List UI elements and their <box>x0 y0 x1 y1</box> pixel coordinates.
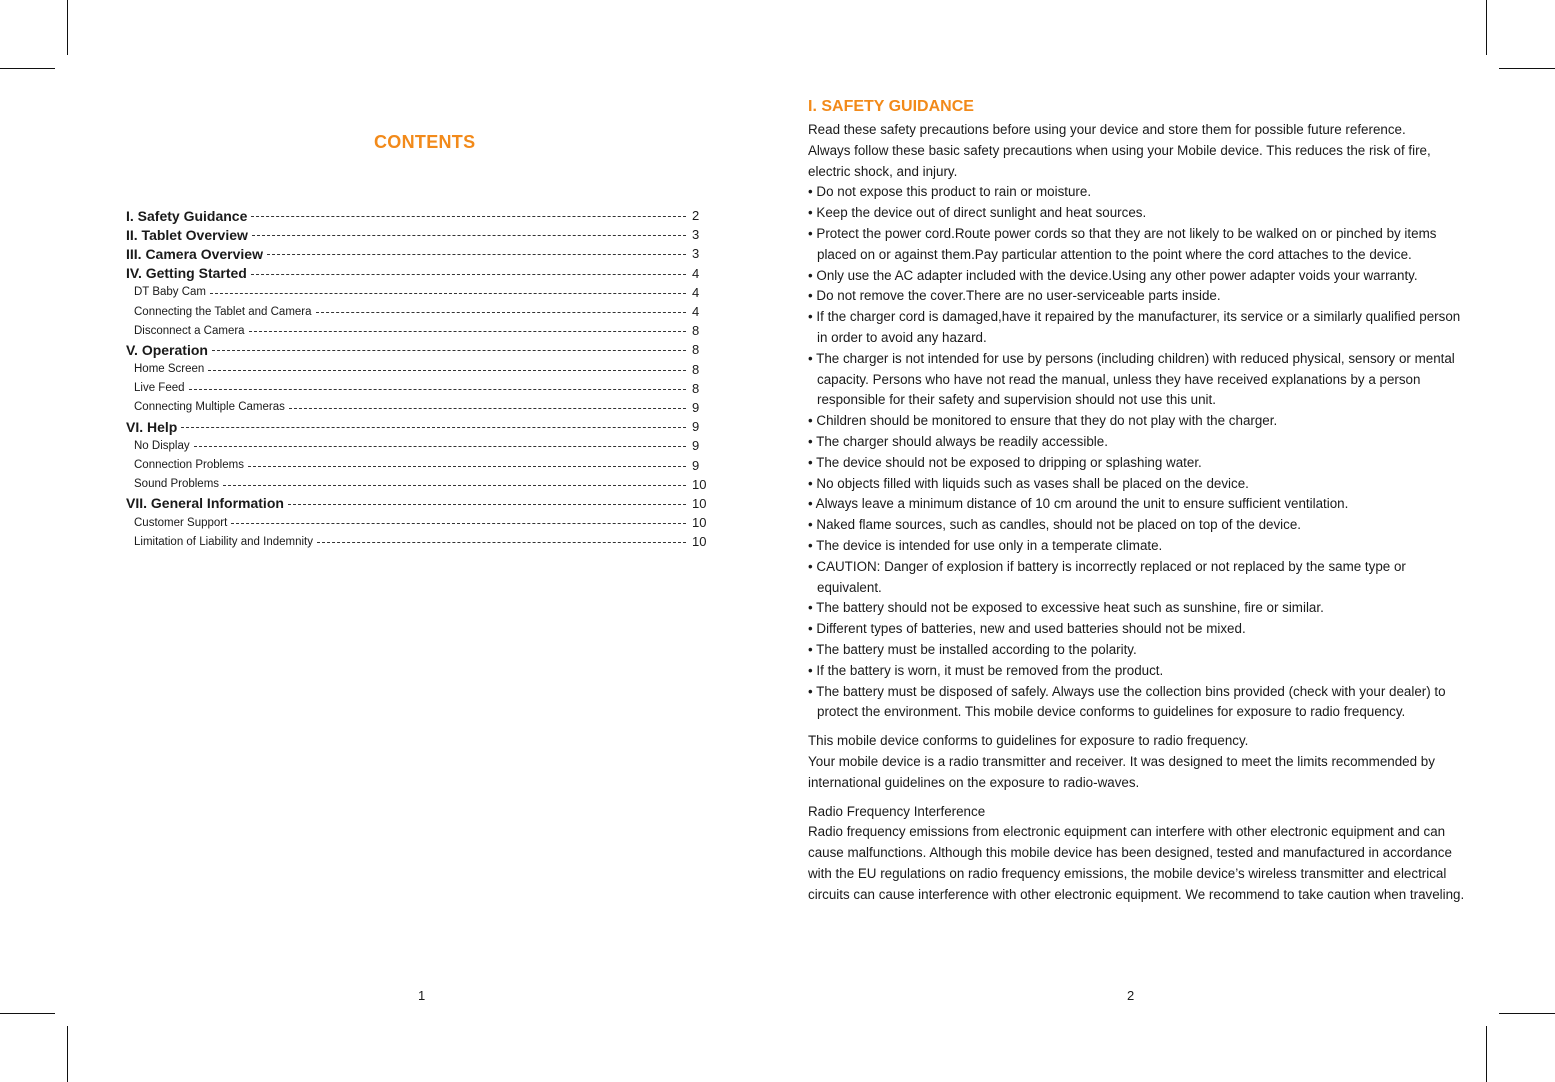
toc-entry-page: 2 <box>692 208 700 224</box>
section-title: I. SAFETY GUIDANCE <box>808 98 974 115</box>
toc-leader-dots <box>248 466 686 467</box>
toc-entry-page: 8 <box>692 380 700 396</box>
toc-leader-dots <box>231 523 686 524</box>
toc-entry <box>126 417 712 436</box>
toc-entry-label: Connecting the Tablet and Camera <box>134 305 312 318</box>
toc-leader-dots <box>251 216 686 217</box>
toc-entry <box>126 398 712 417</box>
toc-leader-dots <box>267 254 686 255</box>
rf-exposure-text: Your mobile device is a radio transmitter and receiver. It was designed to meet the limits recommended by international guidelines on the exposure to radio-waves. <box>808 753 1435 790</box>
toc-entry-label: Connection Problems <box>134 459 244 472</box>
safety-bullet: • The battery must be disposed of safely. Always use the collection bins provided (check with your dealer) to protect the environment. This mobile device conforms to guidelines for exposure to radio frequency. <box>808 683 1446 720</box>
toc-entry-page: 4 <box>692 304 700 320</box>
toc-entry <box>126 225 712 244</box>
page-number: 2 <box>1127 988 1135 1003</box>
toc-entry-page: 10 <box>692 495 707 511</box>
page-number: 1 <box>418 988 426 1003</box>
toc-entry <box>126 532 712 551</box>
toc-entry-label: No Display <box>134 439 190 452</box>
rf-exposure-block <box>808 731 1468 793</box>
toc-entry <box>126 494 712 513</box>
toc-leader-dots <box>288 504 686 505</box>
safety-bullet: • The device is intended for use only in a temperate climate. <box>808 537 1163 553</box>
toc-entry-label: Home Screen <box>134 363 205 376</box>
toc-entry <box>126 475 712 494</box>
intro-paragraph: Read these safety precautions before using your device and store them for possible future reference. <box>808 122 1406 137</box>
toc-entry-page: 4 <box>692 284 700 300</box>
safety-bullet: • The battery must be installed according to the polarity. <box>808 641 1137 657</box>
safety-bullet: • Children should be monitored to ensure that they do not play with the charger. <box>808 413 1278 429</box>
toc-entry <box>126 283 712 302</box>
toc-entry-page: 9 <box>692 399 700 415</box>
contents-title: CONTENTS <box>374 132 476 152</box>
toc-entry <box>126 436 712 455</box>
rf-interference-block <box>808 802 1468 906</box>
toc-entry-label: Connecting Multiple Cameras <box>134 401 285 414</box>
rf-interference-text: Radio frequency emissions from electronic equipment can interfere with other electronic equipment and can cause malfunctions. Although this mobile device has been designed, tested and manufactured in accordance with the EU regulations on radio frequency emissions, the mobile device’s wireless transmitter and electrical circuits can cause interference with other electronic equipment. We recommend to take caution when traveling. <box>808 824 1465 902</box>
safety-bullet: • Naked flame sources, such as candles, should not be placed on top of the device. <box>808 517 1302 533</box>
toc-entry-page: 4 <box>692 265 700 281</box>
toc-entry-label: DT Baby Cam <box>134 286 207 299</box>
toc-leader-dots <box>210 293 686 294</box>
toc-leader-dots <box>223 485 686 486</box>
toc-entry-label: Sound Problems <box>134 478 220 491</box>
toc-leader-dots <box>317 542 686 543</box>
safety-bullet: • CAUTION: Danger of explosion if battery is incorrectly replaced or not replaced by the same type or equivalent. <box>808 558 1406 595</box>
safety-bullet: • Protect the power cord.Route power cords so that they are not likely to be walked on or pinched by items placed on or against them.Pay particular attention to the point where the cord attaches to the device. <box>808 225 1437 262</box>
toc-leader-dots <box>249 331 686 332</box>
rf-interference-heading: Radio Frequency Interference <box>808 803 986 819</box>
toc-leader-dots <box>181 427 686 428</box>
toc-entry-page: 10 <box>692 515 707 531</box>
safety-bullet: • Only use the AC adapter included with the device.Using any other power adapter voids your warranty. <box>808 267 1418 283</box>
toc-entry-label: Limitation of Liability and Indemnity <box>134 535 313 548</box>
safety-section <box>808 96 1468 905</box>
intro-paragraph: Always follow these basic safety precautions when using your Mobile device. This reduces the risk of fire, electric shock, and injury. <box>808 142 1431 179</box>
toc-entry-page: 10 <box>692 476 707 492</box>
safety-bullet: • No objects filled with liquids such as vases shall be placed on the device. <box>808 475 1249 491</box>
toc-entry <box>126 302 712 321</box>
safety-bullet: • The device should not be exposed to dripping or splashing water. <box>808 454 1202 470</box>
toc-entry <box>126 244 712 263</box>
safety-bullet: • Different types of batteries, new and used batteries should not be mixed. <box>808 621 1246 637</box>
toc-entry-label: VI. Help <box>126 418 178 435</box>
safety-bullet: • If the charger cord is damaged,have it repaired by the manufacturer, its service or a similarly qualified person in order to avoid any hazard. <box>808 309 1461 345</box>
toc-entry-page: 9 <box>692 438 700 454</box>
safety-bullet: • The battery should not be exposed to excessive heat such as sunshine, fire or similar. <box>808 600 1324 616</box>
table-of-contents <box>126 206 712 551</box>
toc-entry-label: Customer Support <box>134 516 228 529</box>
safety-bullet-list <box>808 182 1468 723</box>
toc-entry <box>126 455 712 474</box>
toc-entry-label: IV. Getting Started <box>126 265 247 282</box>
toc-entry-label: III. Camera Overview <box>126 245 263 262</box>
toc-leader-dots <box>208 370 686 371</box>
toc-leader-dots <box>251 274 686 275</box>
rf-exposure-line: This mobile device conforms to guidelines for exposure to radio frequency. <box>808 733 1249 749</box>
toc-entry-label: V. Operation <box>126 341 208 358</box>
toc-entry <box>126 513 712 532</box>
toc-entry-page: 9 <box>692 457 700 473</box>
toc-leader-dots <box>194 446 686 447</box>
toc-entry <box>126 206 712 225</box>
toc-entry-label: II. Tablet Overview <box>126 226 248 243</box>
toc-entry-page: 8 <box>692 323 700 339</box>
safety-bullet: • Always leave a minimum distance of 10 cm around the unit to ensure sufficient ventilation. <box>808 496 1349 512</box>
toc-leader-dots <box>212 350 686 351</box>
safety-bullet: • The charger should always be readily accessible. <box>808 433 1108 449</box>
toc-entry-page: 8 <box>692 342 700 358</box>
toc-entry <box>126 360 712 379</box>
contents-page <box>0 0 777 1082</box>
toc-entry <box>126 379 712 398</box>
safety-bullet: • The charger is not intended for use by persons (including children) with reduced physical, sensory or mental capacity. Persons who have not read the manual, unless they have received explanations by a person responsible for their safety and supervision should not use this unit. <box>808 350 1455 408</box>
toc-leader-dots <box>252 235 686 236</box>
toc-entry-label: Disconnect a Camera <box>134 324 245 337</box>
toc-entry-page: 8 <box>692 361 700 377</box>
toc-entry-label: Live Feed <box>134 382 185 395</box>
safety-bullet: • Do not expose this product to rain or moisture. <box>808 184 1092 200</box>
toc-entry <box>126 264 712 283</box>
toc-entry <box>126 340 712 359</box>
safety-bullet: • If the battery is worn, it must be removed from the product. <box>808 662 1164 678</box>
toc-entry-page: 3 <box>692 227 700 243</box>
safety-bullet: • Keep the device out of direct sunlight and heat sources. <box>808 205 1147 221</box>
toc-entry-page: 9 <box>692 419 700 435</box>
toc-entry-label: VII. General Information <box>126 495 284 512</box>
toc-leader-dots <box>189 389 686 390</box>
toc-entry <box>126 321 712 340</box>
toc-leader-dots <box>289 408 686 409</box>
safety-bullet: • Do not remove the cover.There are no user-serviceable parts inside. <box>808 288 1221 304</box>
toc-entry-page: 3 <box>692 246 700 262</box>
toc-entry-label: I. Safety Guidance <box>126 207 248 224</box>
toc-leader-dots <box>316 312 686 313</box>
toc-entry-page: 10 <box>692 534 707 550</box>
